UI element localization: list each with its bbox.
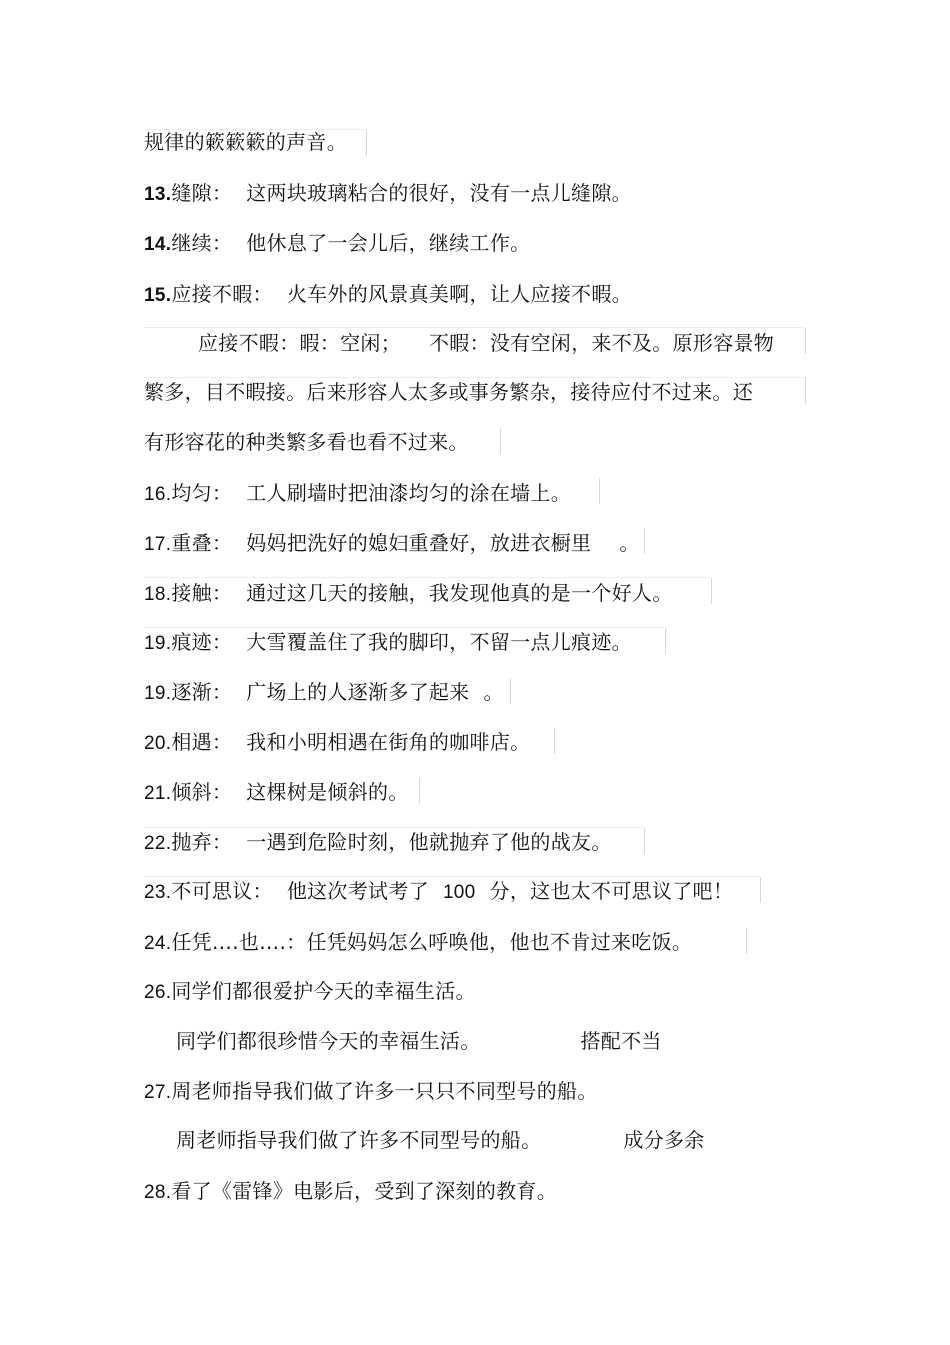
vocab-item	[144, 280, 632, 310]
item-number: 21.	[144, 783, 172, 804]
text-line	[144, 128, 347, 156]
cell-border	[805, 328, 806, 354]
vocab-word: 继续：	[171, 231, 233, 255]
cell-border	[644, 828, 645, 854]
item-number: 22.	[144, 833, 172, 854]
cell-rule	[144, 577, 711, 578]
item-number: 26.	[144, 982, 172, 1003]
example-sentence: 大雪覆盖住了我的脚印，不留一点儿痕迹。	[246, 630, 632, 654]
example-sentence: 这两块玻璃粘合的很好，没有一点儿缝隙。	[246, 181, 632, 205]
item-number: 15.	[144, 285, 172, 306]
item-number: 28.	[144, 1182, 172, 1203]
item-number: 18.	[144, 584, 172, 605]
vocab-word: 重叠：	[171, 531, 233, 555]
sentence-tail: 分，这也太不可思议了吧！	[489, 879, 734, 903]
corrected-sentence: 周老师指导我们做了许多不同型号的船。	[176, 1128, 542, 1152]
example-sentence: 广场上的人逐渐多了起来	[246, 680, 470, 704]
corrected-line	[176, 1126, 705, 1154]
correction-item	[144, 1077, 598, 1107]
vocab-item	[144, 179, 632, 209]
vocab-word: 不可思议：	[171, 879, 273, 903]
item-number: 19.	[144, 633, 172, 654]
sentence-tail: 。	[483, 680, 504, 704]
cell-border	[366, 130, 367, 156]
original-sentence: 看了《雷锋》电影后，受到了深刻的教育。	[171, 1179, 558, 1203]
correction-item	[144, 1177, 557, 1207]
sentence-tail: 。	[619, 531, 640, 555]
vocab-item	[144, 229, 530, 259]
vocab-word: 应接不暇：	[171, 282, 273, 306]
example-sentence: 火车外的风景真美啊，让人应接不暇。	[286, 282, 632, 306]
vocab-word: 抛弃：	[171, 830, 233, 854]
error-type: 成分多余	[623, 1128, 705, 1152]
cell-border	[665, 628, 666, 654]
cell-rule	[144, 327, 806, 328]
original-sentence: 同学们都很爱护今天的幸福生活。	[171, 979, 476, 1003]
line-text: 规律的簌簌簌的声音。	[144, 130, 347, 154]
example-sentence: 他休息了一会儿后，继续工作。	[246, 231, 531, 255]
cell-border	[711, 578, 712, 604]
explanation-line	[144, 428, 469, 456]
cell-border	[500, 428, 501, 454]
example-sentence: 这棵树是倾斜的。	[246, 780, 409, 804]
cell-border	[419, 778, 420, 804]
explanation-text: 应接不暇：暇：空闲；	[198, 331, 401, 355]
example-sentence: 妈妈把洗好的媳妇重叠好，放进衣橱里	[246, 531, 592, 555]
example-sentence: 一遇到危险时刻，他就抛弃了他的战友。	[246, 830, 612, 854]
item-number: 23.	[144, 882, 172, 903]
cell-border	[599, 478, 600, 504]
original-sentence: 周老师指导我们做了许多一只只不同型号的船。	[171, 1079, 598, 1103]
item-number: 16.	[144, 484, 172, 505]
item-number: 14.	[144, 234, 172, 255]
item-number: 24.	[144, 933, 172, 954]
vocab-item	[144, 628, 632, 658]
example-sentence: 工人刷墙时把油漆均匀的涂在墙上。	[246, 481, 572, 505]
example-sentence: 任凭妈妈怎么呼唤他，他也不肯过来吃饭。	[306, 930, 693, 954]
item-number: 17.	[144, 534, 172, 555]
vocab-word: 逐渐：	[171, 680, 233, 704]
cell-border	[644, 528, 645, 554]
vocab-item	[144, 479, 571, 509]
item-number: 19.	[144, 683, 172, 704]
vocab-item	[144, 877, 733, 907]
example-sentence: 通过这几天的接触，我发现他真的是一个好人。	[246, 581, 673, 605]
cell-border	[805, 378, 806, 404]
explanation-text: 不暇：没有空闲，来不及。原形容景物	[429, 331, 775, 355]
vocab-item	[144, 828, 612, 858]
vocab-word: 痕迹：	[171, 630, 233, 654]
vocab-word: 均匀：	[171, 481, 233, 505]
vocab-item	[144, 778, 409, 808]
cell-border	[554, 728, 555, 754]
vocab-item	[144, 579, 673, 609]
explanation-line	[144, 378, 753, 406]
score-value: 100	[442, 882, 476, 903]
corrected-line	[176, 1027, 662, 1055]
explanation-line	[198, 329, 774, 357]
error-type: 搭配不当	[580, 1029, 662, 1053]
example-sentence: 我和小明相遇在街角的咖啡店。	[246, 730, 531, 754]
vocab-word: 倾斜：	[171, 780, 233, 804]
vocab-word: 任凭….也….：	[171, 930, 307, 954]
example-sentence: 他这次考试考了	[286, 879, 429, 903]
cell-border	[760, 877, 761, 903]
vocab-item	[144, 728, 530, 758]
vocab-word: 相遇：	[171, 730, 233, 754]
vocab-word: 接触：	[171, 581, 233, 605]
cell-border	[746, 928, 747, 954]
vocab-word: 缝隙：	[171, 181, 233, 205]
item-number: 20.	[144, 733, 172, 754]
vocab-item	[144, 928, 692, 958]
item-number: 27.	[144, 1082, 172, 1103]
explanation-text: 繁多，目不暇接。后来形容人太多或事务繁杂，接待应付不过来。还	[144, 380, 753, 404]
item-number: 13.	[144, 184, 172, 205]
corrected-sentence: 同学们都很珍惜今天的幸福生活。	[176, 1029, 481, 1053]
explanation-text: 有形容花的种类繁多看也看不过来。	[144, 430, 469, 454]
vocab-item	[144, 529, 640, 559]
correction-item	[144, 977, 476, 1007]
vocab-item	[144, 678, 504, 708]
cell-border	[510, 678, 511, 704]
